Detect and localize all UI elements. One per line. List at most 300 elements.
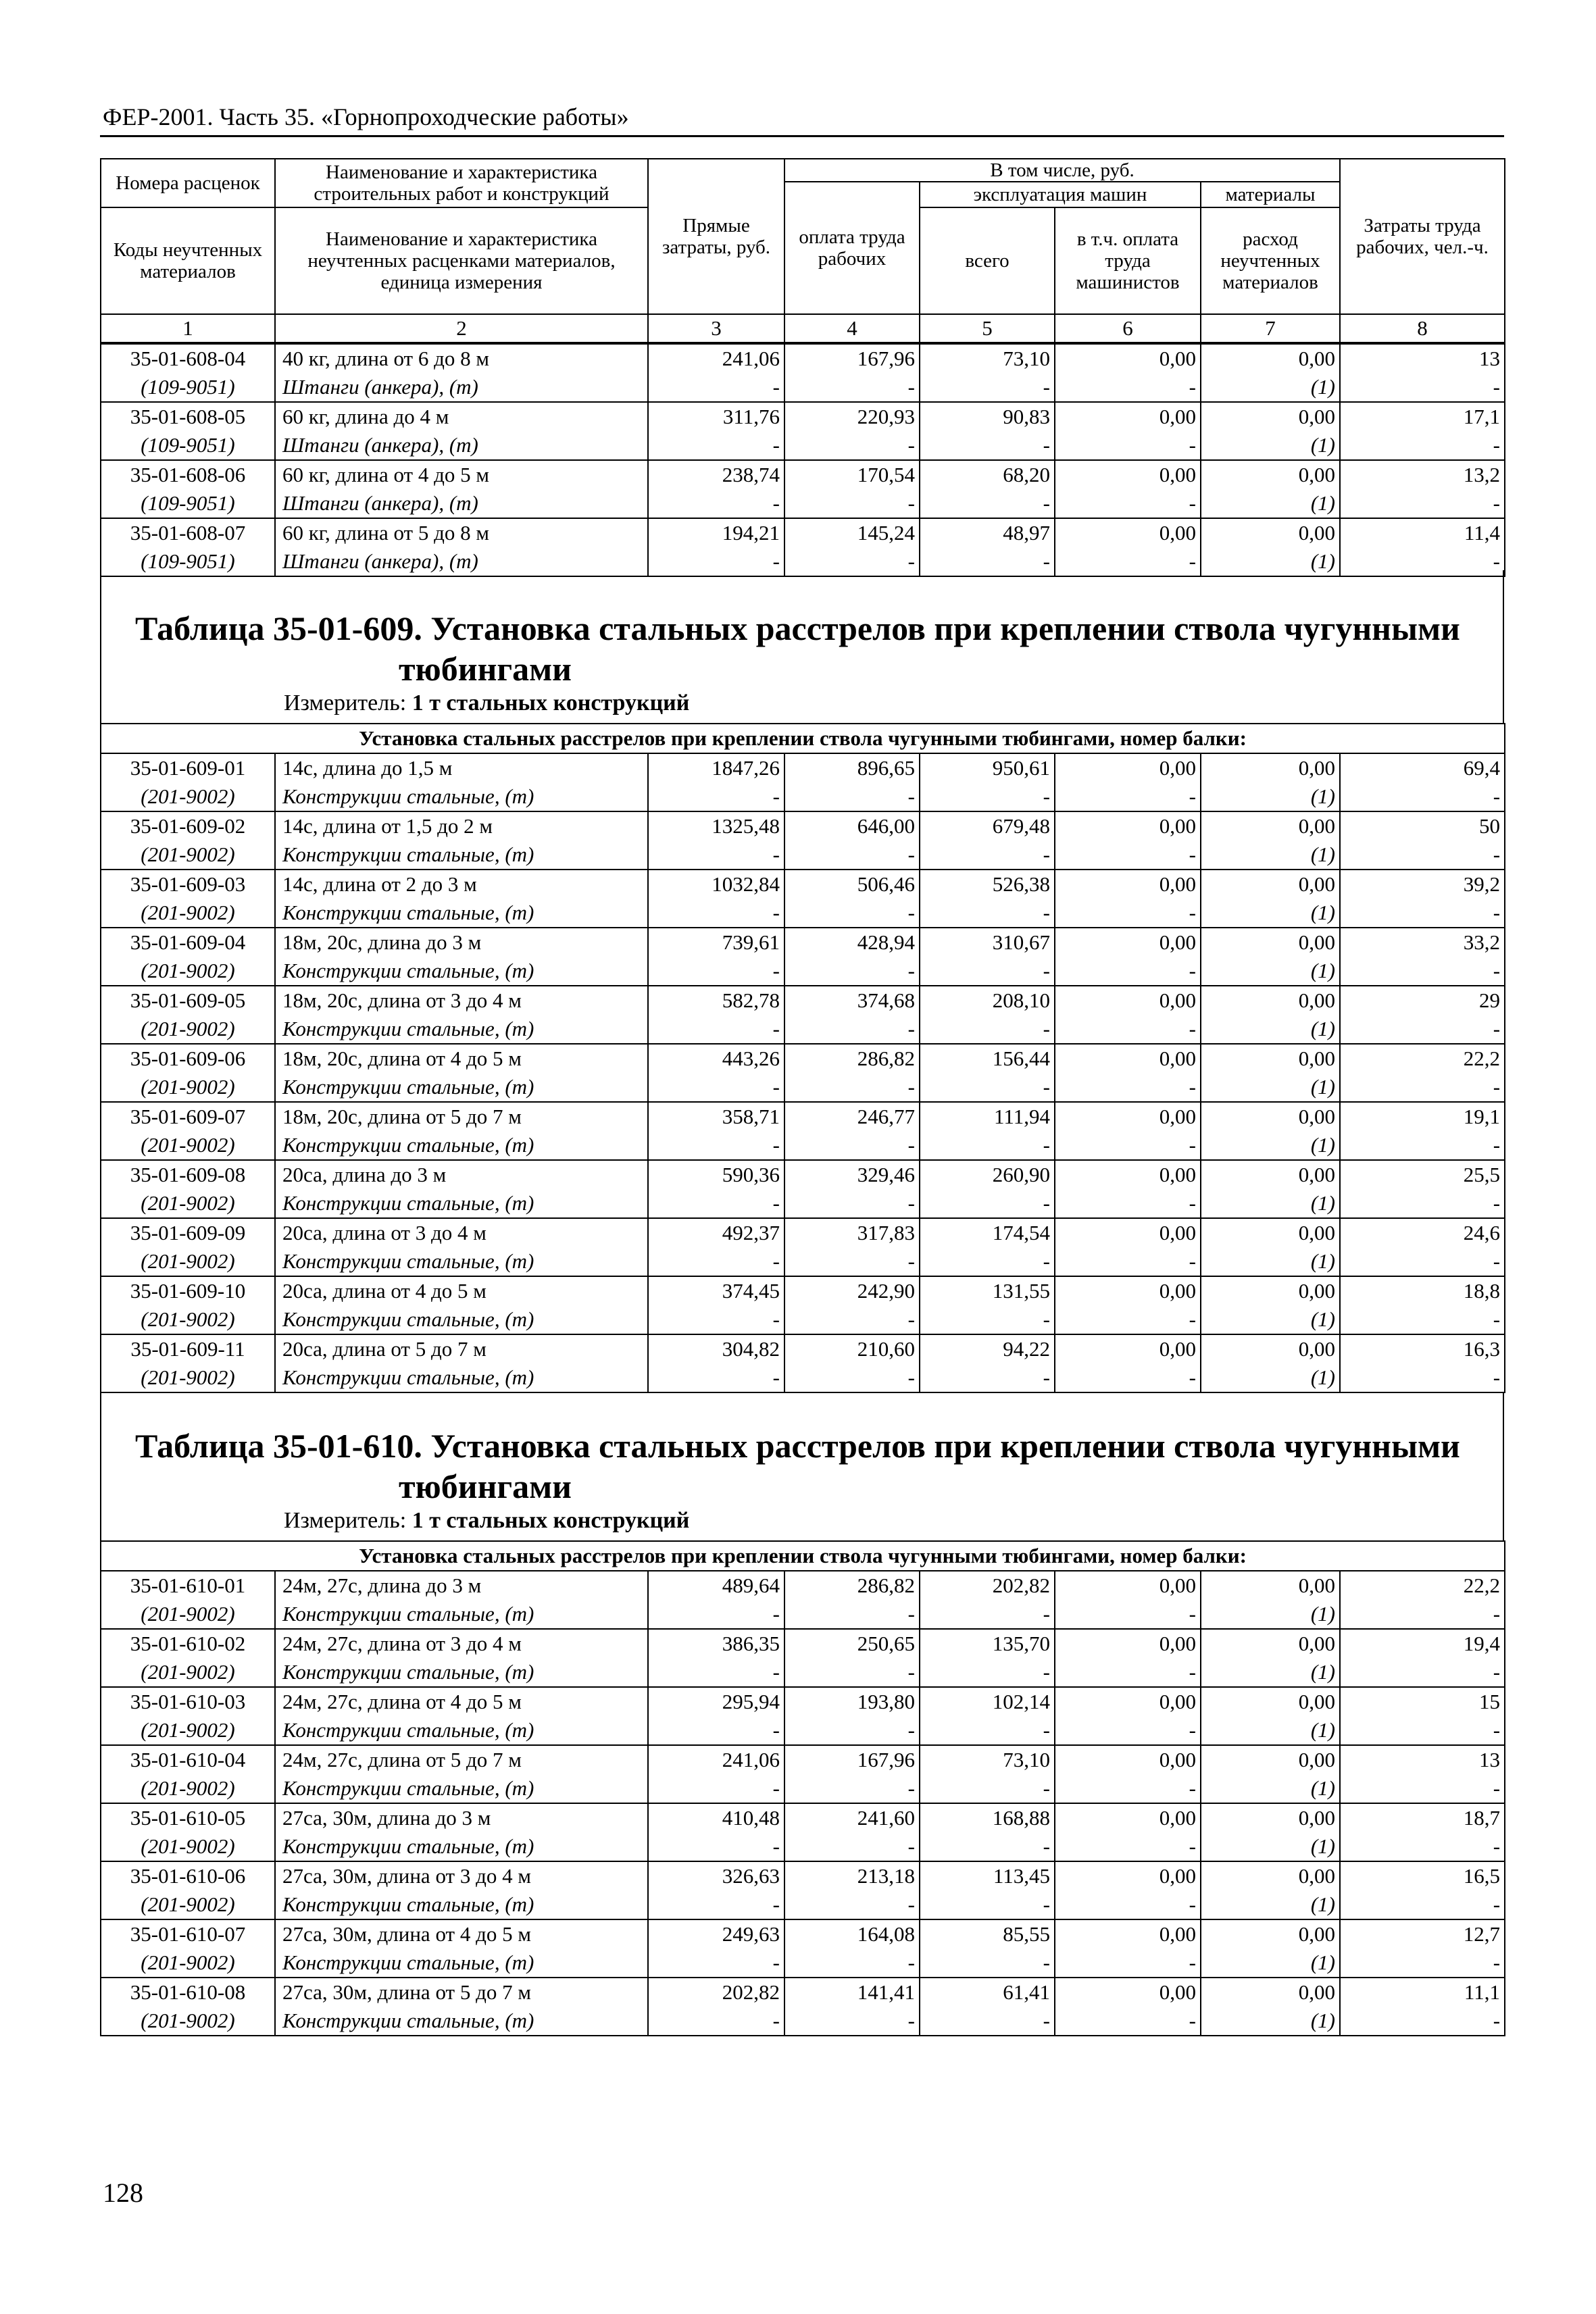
- work-name: 20са, длина от 3 до 4 м: [275, 1218, 648, 1247]
- header-col5: всего: [920, 207, 1055, 314]
- machinist-pay: 0,00: [1055, 1919, 1201, 1948]
- dash: -: [1340, 782, 1505, 811]
- labor-hours: 13,2: [1340, 460, 1505, 489]
- labor-hours: 16,5: [1340, 1861, 1505, 1890]
- labor-pay: 317,83: [784, 1218, 920, 1247]
- table-row: [101, 1571, 1505, 1600]
- work-name: 14с, длина от 2 до 3 м: [275, 870, 648, 899]
- dash: -: [1340, 1890, 1505, 1919]
- direct-cost: 358,71: [648, 1102, 784, 1131]
- machinist-pay: 0,00: [1055, 402, 1201, 431]
- table-row: [101, 1102, 1505, 1131]
- dash: -: [1055, 2007, 1201, 2036]
- material-code: (201-9002): [101, 1015, 275, 1044]
- machine-total: 310,67: [920, 928, 1055, 957]
- dash: -: [1340, 1189, 1505, 1218]
- material-cost: 0,00: [1201, 1861, 1340, 1890]
- header-num-5: 5: [920, 314, 1055, 343]
- header-col7: расход неучтенных материалов: [1201, 207, 1340, 314]
- dash: -: [784, 957, 920, 986]
- machine-total: 168,88: [920, 1803, 1055, 1832]
- labor-pay: 286,82: [784, 1571, 920, 1600]
- machinist-pay: 0,00: [1055, 344, 1201, 373]
- labor-pay: 164,08: [784, 1919, 920, 1948]
- table-row-material: [101, 1832, 1505, 1861]
- dash: -: [1055, 840, 1201, 870]
- header-machines: эксплуатация машин: [920, 182, 1201, 207]
- table-610-measure: [284, 1508, 689, 1534]
- material-code: (109-9051): [101, 373, 275, 402]
- header-col1-bottom: Коды неучтенных материалов: [101, 207, 275, 314]
- dash: -: [920, 1774, 1055, 1803]
- labor-hours: 11,1: [1340, 1978, 1505, 2007]
- material-name: Штанги (анкера), (т): [275, 373, 648, 402]
- dash: -: [648, 1189, 784, 1218]
- labor-hours: 17,1: [1340, 402, 1505, 431]
- direct-cost: 326,63: [648, 1861, 784, 1890]
- dash: -: [1340, 1948, 1505, 1978]
- direct-cost: 386,35: [648, 1629, 784, 1658]
- header-col2-top: Наименование и характеристика строительных работ и конструкций: [275, 159, 648, 207]
- page-number: 128: [103, 2178, 143, 2208]
- dash: -: [648, 1305, 784, 1334]
- table-row-material: [101, 782, 1505, 811]
- labor-hours: 33,2: [1340, 928, 1505, 957]
- material-code: (201-9002): [101, 1774, 275, 1803]
- material-mark: (1): [1201, 840, 1340, 870]
- dash: -: [784, 1073, 920, 1102]
- material-cost: 0,00: [1201, 344, 1340, 373]
- direct-cost: 374,45: [648, 1276, 784, 1305]
- labor-hours: 29: [1340, 986, 1505, 1015]
- direct-cost: 1325,48: [648, 811, 784, 840]
- labor-hours: 11,4: [1340, 518, 1505, 547]
- work-name: 40 кг, длина от 6 до 8 м: [275, 344, 648, 373]
- header-col1-top: Номера расценок: [101, 159, 275, 207]
- labor-pay: 242,90: [784, 1276, 920, 1305]
- machine-total: 208,10: [920, 986, 1055, 1015]
- material-cost: 0,00: [1201, 811, 1340, 840]
- rate-code: 35-01-609-11: [101, 1334, 275, 1363]
- material-code: (201-9002): [101, 957, 275, 986]
- table-row-material: [101, 957, 1505, 986]
- material-name: Конструкции стальные, (т): [275, 1832, 648, 1861]
- table-row: [101, 518, 1505, 547]
- labor-hours: 18,7: [1340, 1803, 1505, 1832]
- rate-code: 35-01-609-07: [101, 1102, 275, 1131]
- machine-total: 135,70: [920, 1629, 1055, 1658]
- dash: -: [1340, 1247, 1505, 1276]
- direct-cost: 1032,84: [648, 870, 784, 899]
- material-name: Штанги (анкера), (т): [275, 489, 648, 518]
- work-name: 60 кг, длина от 5 до 8 м: [275, 518, 648, 547]
- dash: -: [920, 1305, 1055, 1334]
- dash: -: [648, 1774, 784, 1803]
- dash: -: [1055, 1890, 1201, 1919]
- machinist-pay: 0,00: [1055, 1978, 1201, 2007]
- labor-pay: 167,96: [784, 344, 920, 373]
- material-code: (201-9002): [101, 1189, 275, 1218]
- material-code: (201-9002): [101, 899, 275, 928]
- table-610-title-line1: Таблица 35-01-610. Установка стальных расстрелов при креплении ствола чугунными: [135, 1427, 1460, 1465]
- dash: -: [648, 1658, 784, 1687]
- machine-total: 174,54: [920, 1218, 1055, 1247]
- dash: -: [920, 1015, 1055, 1044]
- dash: -: [1340, 547, 1505, 576]
- material-name: Конструкции стальные, (т): [275, 957, 648, 986]
- header-num-4: 4: [784, 314, 920, 343]
- labor-hours: 69,4: [1340, 753, 1505, 782]
- dash: -: [648, 899, 784, 928]
- material-code: (201-9002): [101, 2007, 275, 2036]
- rate-code: 35-01-610-06: [101, 1861, 275, 1890]
- material-code: (201-9002): [101, 1073, 275, 1102]
- dash: -: [648, 1131, 784, 1160]
- material-cost: 0,00: [1201, 1276, 1340, 1305]
- material-name: Конструкции стальные, (т): [275, 1015, 648, 1044]
- work-name: 24м, 27с, длина от 5 до 7 м: [275, 1745, 648, 1774]
- dash: -: [920, 1073, 1055, 1102]
- material-name: Штанги (анкера), (т): [275, 431, 648, 460]
- table-row-material: [101, 1774, 1505, 1803]
- rate-code: 35-01-610-08: [101, 1978, 275, 2007]
- dash: -: [1055, 1774, 1201, 1803]
- material-mark: (1): [1201, 1015, 1340, 1044]
- machine-total: 61,41: [920, 1978, 1055, 2007]
- work-name: 27са, 30м, длина от 4 до 5 м: [275, 1919, 648, 1948]
- frame-left-rule: [100, 1392, 101, 1540]
- table-row-material: [101, 1890, 1505, 1919]
- table-609-title: [135, 608, 1473, 689]
- labor-hours: 50: [1340, 811, 1505, 840]
- dash: -: [1340, 840, 1505, 870]
- machine-total: 679,48: [920, 811, 1055, 840]
- table-row: [101, 1334, 1505, 1363]
- dash: -: [784, 489, 920, 518]
- dash: -: [1340, 1131, 1505, 1160]
- header-col8: Затраты труда рабочих, чел.-ч.: [1340, 159, 1505, 314]
- dash: -: [784, 547, 920, 576]
- material-name: Конструкции стальные, (т): [275, 1948, 648, 1978]
- work-name: 18м, 20с, длина до 3 м: [275, 928, 648, 957]
- material-name: Конструкции стальные, (т): [275, 1247, 648, 1276]
- machinist-pay: 0,00: [1055, 1044, 1201, 1073]
- material-cost: 0,00: [1201, 1218, 1340, 1247]
- table-row-material: [101, 899, 1505, 928]
- material-code: (201-9002): [101, 1716, 275, 1745]
- material-name: Конструкции стальные, (т): [275, 899, 648, 928]
- dash: -: [1055, 957, 1201, 986]
- table-row-material: [101, 547, 1505, 576]
- material-name: Конструкции стальные, (т): [275, 1658, 648, 1687]
- direct-cost: 1847,26: [648, 753, 784, 782]
- work-name: 20са, длина от 4 до 5 м: [275, 1276, 648, 1305]
- dash: -: [1055, 547, 1201, 576]
- dash: -: [648, 373, 784, 402]
- material-code: (201-9002): [101, 1363, 275, 1392]
- work-name: 18м, 20с, длина от 5 до 7 м: [275, 1102, 648, 1131]
- material-mark: (1): [1201, 2007, 1340, 2036]
- dash: -: [1055, 899, 1201, 928]
- material-cost: 0,00: [1201, 1629, 1340, 1658]
- machine-total: 90,83: [920, 402, 1055, 431]
- dash: -: [1340, 1600, 1505, 1629]
- header-num-8: 8: [1340, 314, 1505, 343]
- frame-right-rule: [1503, 1392, 1504, 1540]
- material-code: (201-9002): [101, 1131, 275, 1160]
- machinist-pay: 0,00: [1055, 460, 1201, 489]
- material-cost: 0,00: [1201, 1978, 1340, 2007]
- machine-total: 950,61: [920, 753, 1055, 782]
- dash: -: [920, 782, 1055, 811]
- dash: -: [784, 899, 920, 928]
- table-row: [101, 1687, 1505, 1716]
- table-row: [101, 1803, 1505, 1832]
- machine-total: 48,97: [920, 518, 1055, 547]
- material-mark: (1): [1201, 1832, 1340, 1861]
- machinist-pay: 0,00: [1055, 1803, 1201, 1832]
- dash: -: [784, 431, 920, 460]
- rate-code: 35-01-609-06: [101, 1044, 275, 1073]
- group-header-row: [101, 1541, 1505, 1571]
- material-mark: (1): [1201, 489, 1340, 518]
- material-mark: (1): [1201, 431, 1340, 460]
- material-name: Конструкции стальные, (т): [275, 782, 648, 811]
- dash: -: [1055, 1015, 1201, 1044]
- header-num-6: 6: [1055, 314, 1201, 343]
- work-name: 20са, длина до 3 м: [275, 1160, 648, 1189]
- labor-pay: 241,60: [784, 1803, 920, 1832]
- work-name: 14с, длина от 1,5 до 2 м: [275, 811, 648, 840]
- labor-pay: 141,41: [784, 1978, 920, 2007]
- machine-total: 68,20: [920, 460, 1055, 489]
- dash: -: [920, 1948, 1055, 1978]
- material-cost: 0,00: [1201, 1745, 1340, 1774]
- rate-code: 35-01-610-01: [101, 1571, 275, 1600]
- work-name: 27са, 30м, длина от 3 до 4 м: [275, 1861, 648, 1890]
- material-name: Конструкции стальные, (т): [275, 1305, 648, 1334]
- header-col4: оплата труда рабочих: [784, 182, 920, 314]
- machinist-pay: 0,00: [1055, 1861, 1201, 1890]
- work-name: 18м, 20с, длина от 3 до 4 м: [275, 986, 648, 1015]
- work-name: 24м, 27с, длина от 4 до 5 м: [275, 1687, 648, 1716]
- table-row-material: [101, 1658, 1505, 1687]
- direct-cost: 492,37: [648, 1218, 784, 1247]
- machine-total: 156,44: [920, 1044, 1055, 1073]
- group-header: Установка стальных расстрелов при креплении ствола чугунными тюбингами, номер балки:: [101, 724, 1505, 753]
- dash: -: [648, 1247, 784, 1276]
- dash: -: [784, 782, 920, 811]
- machine-total: 102,14: [920, 1687, 1055, 1716]
- machinist-pay: 0,00: [1055, 1276, 1201, 1305]
- material-cost: 0,00: [1201, 753, 1340, 782]
- material-code: (201-9002): [101, 1600, 275, 1629]
- dash: -: [920, 957, 1055, 986]
- dash: -: [648, 431, 784, 460]
- material-code: (201-9002): [101, 782, 275, 811]
- dash: -: [1055, 1363, 1201, 1392]
- direct-cost: 443,26: [648, 1044, 784, 1073]
- dash: -: [920, 1600, 1055, 1629]
- machinist-pay: 0,00: [1055, 1102, 1201, 1131]
- dash: -: [1340, 1363, 1505, 1392]
- dash: -: [1340, 1832, 1505, 1861]
- material-code: (201-9002): [101, 1247, 275, 1276]
- labor-pay: 286,82: [784, 1044, 920, 1073]
- dash: -: [920, 431, 1055, 460]
- material-name: Конструкции стальные, (т): [275, 1774, 648, 1803]
- table-609-title-line1: Таблица 35-01-609. Установка стальных расстрелов при креплении ствола чугунными: [135, 609, 1460, 647]
- machinist-pay: 0,00: [1055, 986, 1201, 1015]
- machine-total: 202,82: [920, 1571, 1055, 1600]
- table-row: [101, 1044, 1505, 1073]
- material-name: Штанги (анкера), (т): [275, 547, 648, 576]
- work-name: 20са, длина от 5 до 7 м: [275, 1334, 648, 1363]
- work-name: 60 кг, длина до 4 м: [275, 402, 648, 431]
- labor-hours: 13: [1340, 344, 1505, 373]
- table-row: [101, 460, 1505, 489]
- dash: -: [784, 1189, 920, 1218]
- dash: -: [784, 1600, 920, 1629]
- machinist-pay: 0,00: [1055, 1745, 1201, 1774]
- dash: -: [920, 1658, 1055, 1687]
- table-row: [101, 753, 1505, 782]
- material-mark: (1): [1201, 782, 1340, 811]
- header-num-1: 1: [101, 314, 275, 343]
- dash: -: [1055, 1658, 1201, 1687]
- material-cost: 0,00: [1201, 870, 1340, 899]
- material-mark: (1): [1201, 1189, 1340, 1218]
- material-mark: (1): [1201, 1073, 1340, 1102]
- rate-code: 35-01-610-07: [101, 1919, 275, 1948]
- dash: -: [1055, 373, 1201, 402]
- table-610-measure-label: Измеритель:: [284, 1508, 407, 1533]
- dash: -: [1340, 489, 1505, 518]
- material-name: Конструкции стальные, (т): [275, 1363, 648, 1392]
- labor-pay: 896,65: [784, 753, 920, 782]
- dash: -: [648, 1832, 784, 1861]
- dash: -: [1340, 957, 1505, 986]
- column-header-table: [100, 158, 1505, 343]
- material-code: (201-9002): [101, 1658, 275, 1687]
- table-609-title-line2: тюбингами: [399, 650, 572, 688]
- rate-code: 35-01-608-06: [101, 460, 275, 489]
- labor-pay: 167,96: [784, 1745, 920, 1774]
- machinist-pay: 0,00: [1055, 1629, 1201, 1658]
- material-cost: 0,00: [1201, 518, 1340, 547]
- material-name: Конструкции стальные, (т): [275, 2007, 648, 2036]
- material-code: (109-9051): [101, 489, 275, 518]
- labor-hours: 24,6: [1340, 1218, 1505, 1247]
- header-col2-bottom: Наименование и характеристика неучтенных расценками материалов, единица измерения: [275, 207, 648, 314]
- material-mark: (1): [1201, 1658, 1340, 1687]
- table-row-material: [101, 1247, 1505, 1276]
- dash: -: [648, 1948, 784, 1978]
- machinist-pay: 0,00: [1055, 1571, 1201, 1600]
- table-row: [101, 1919, 1505, 1948]
- table-610-title-line2: тюбингами: [399, 1467, 572, 1505]
- dash: -: [920, 840, 1055, 870]
- dash: -: [1340, 1658, 1505, 1687]
- machinist-pay: 0,00: [1055, 1160, 1201, 1189]
- machinist-pay: 0,00: [1055, 928, 1201, 957]
- material-mark: (1): [1201, 957, 1340, 986]
- dash: -: [1055, 1305, 1201, 1334]
- dash: -: [1340, 1305, 1505, 1334]
- labor-hours: 12,7: [1340, 1919, 1505, 1948]
- frame-right-rule: [1503, 570, 1504, 723]
- dash: -: [1055, 1948, 1201, 1978]
- table-row: [101, 870, 1505, 899]
- table-row-material: [101, 489, 1505, 518]
- labor-pay: 210,60: [784, 1334, 920, 1363]
- dash: -: [648, 2007, 784, 2036]
- rate-code: 35-01-609-01: [101, 753, 275, 782]
- machinist-pay: 0,00: [1055, 1334, 1201, 1363]
- labor-pay: 246,77: [784, 1102, 920, 1131]
- dash: -: [648, 489, 784, 518]
- dash: -: [784, 1832, 920, 1861]
- material-code: (109-9051): [101, 431, 275, 460]
- machinist-pay: 0,00: [1055, 518, 1201, 547]
- material-name: Конструкции стальные, (т): [275, 840, 648, 870]
- rate-code: 35-01-610-03: [101, 1687, 275, 1716]
- machine-total: 260,90: [920, 1160, 1055, 1189]
- material-code: (201-9002): [101, 1948, 275, 1978]
- dash: -: [1340, 1015, 1505, 1044]
- machinist-pay: 0,00: [1055, 1218, 1201, 1247]
- labor-hours: 19,1: [1340, 1102, 1505, 1131]
- header-materials: материалы: [1201, 182, 1340, 207]
- dash: -: [648, 1073, 784, 1102]
- dash: -: [648, 547, 784, 576]
- dash: -: [784, 840, 920, 870]
- table-row-material: [101, 1948, 1505, 1978]
- dash: -: [1340, 2007, 1505, 2036]
- rate-code: 35-01-610-02: [101, 1629, 275, 1658]
- table-row: [101, 402, 1505, 431]
- direct-cost: 241,06: [648, 344, 784, 373]
- table-608-body: [100, 343, 1505, 577]
- table-row: [101, 986, 1505, 1015]
- material-mark: (1): [1201, 373, 1340, 402]
- labor-hours: 16,3: [1340, 1334, 1505, 1363]
- table-609-measure-value: 1 т стальных конструкций: [412, 690, 690, 715]
- labor-hours: 18,8: [1340, 1276, 1505, 1305]
- work-name: 27са, 30м, длина от 5 до 7 м: [275, 1978, 648, 2007]
- labor-pay: 250,65: [784, 1629, 920, 1658]
- direct-cost: 590,36: [648, 1160, 784, 1189]
- dash: -: [784, 1015, 920, 1044]
- dash: -: [784, 1305, 920, 1334]
- material-mark: (1): [1201, 1363, 1340, 1392]
- direct-cost: 311,76: [648, 402, 784, 431]
- dash: -: [648, 1363, 784, 1392]
- dash: -: [648, 840, 784, 870]
- dash: -: [784, 373, 920, 402]
- material-mark: (1): [1201, 1948, 1340, 1978]
- material-mark: (1): [1201, 1890, 1340, 1919]
- table-row: [101, 1861, 1505, 1890]
- dash: -: [784, 1716, 920, 1745]
- rate-code: 35-01-609-04: [101, 928, 275, 957]
- table-row-material: [101, 1073, 1505, 1102]
- dash: -: [648, 782, 784, 811]
- rate-code: 35-01-609-08: [101, 1160, 275, 1189]
- labor-pay: 646,00: [784, 811, 920, 840]
- header-num-3: 3: [648, 314, 784, 343]
- material-mark: (1): [1201, 1716, 1340, 1745]
